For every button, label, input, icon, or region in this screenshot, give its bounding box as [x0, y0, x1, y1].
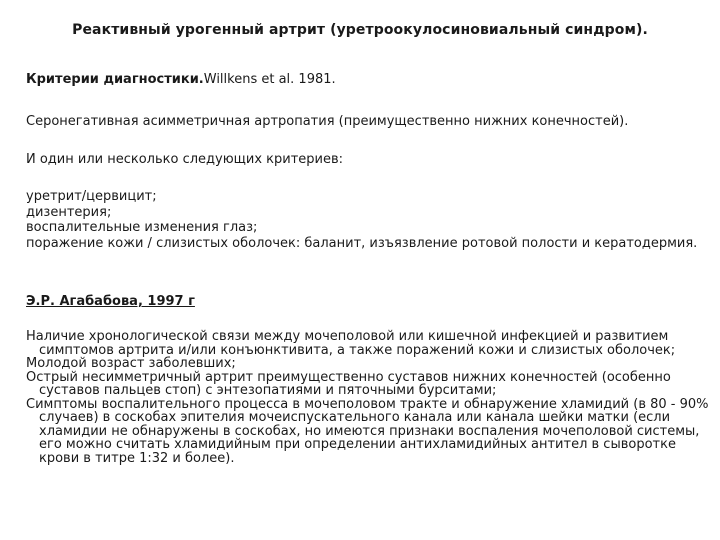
list-item: дизентерия;: [26, 204, 112, 220]
second-heading: Э.Р. Агабабова, 1997 г: [26, 294, 195, 309]
list-item: Наличие хронологической связи между мочеполовой или кишечной инфекцией и развитием симптомов артрита и/или конъюнктивита, а также поражений кожи и слизистых оболочек;: [26, 329, 676, 358]
criteria-list: [26, 189, 716, 251]
list-item: Острый несимметричный артрит преимущественно суставов нижних конечностей (особенно суставов пальцев стоп) с энтезопатиями и пяточными бурситами;: [26, 369, 671, 398]
criteria-heading-bold: Критерии диагностики.: [26, 72, 204, 87]
list-item: Молодой возраст заболевших;: [26, 356, 236, 371]
criteria-intro: И один или несколько следующих критериев:: [26, 152, 344, 167]
list-item: поражение кожи / слизистых оболочек: баланит, изъязвление ротовой полости и кератодермия.: [26, 235, 698, 251]
main-criterion: Серонегативная асимметричная артропатия (преимущественно нижних конечностей).: [26, 114, 629, 129]
criteria-heading-source: Willkens et al. 1981.: [203, 72, 336, 87]
list-item: воспалительные изменения глаз;: [26, 220, 258, 235]
slide-title: Реактивный урогенный артрит (уретроокулосиновиальный синдром).: [72, 22, 648, 38]
criteria-heading: [26, 72, 716, 88]
list-item: Симптомы воспалительного процесса в мочеполовом тракте и обнаружение хламидий (в 80 - 90% случаев) в соскобах эпителия мочеиспускательного канала или канала шейки матки (если хламидии не обнаружены в соскобах, но имеются признаки воспаления мочеполовой системы, его можно считать хламидийным при определении антихламидийных антител в сыворотке крови в титре 1:32 и более).: [26, 396, 709, 466]
list-item: уретрит/цервицит;: [26, 189, 157, 204]
second-criteria-list: [26, 330, 716, 465]
